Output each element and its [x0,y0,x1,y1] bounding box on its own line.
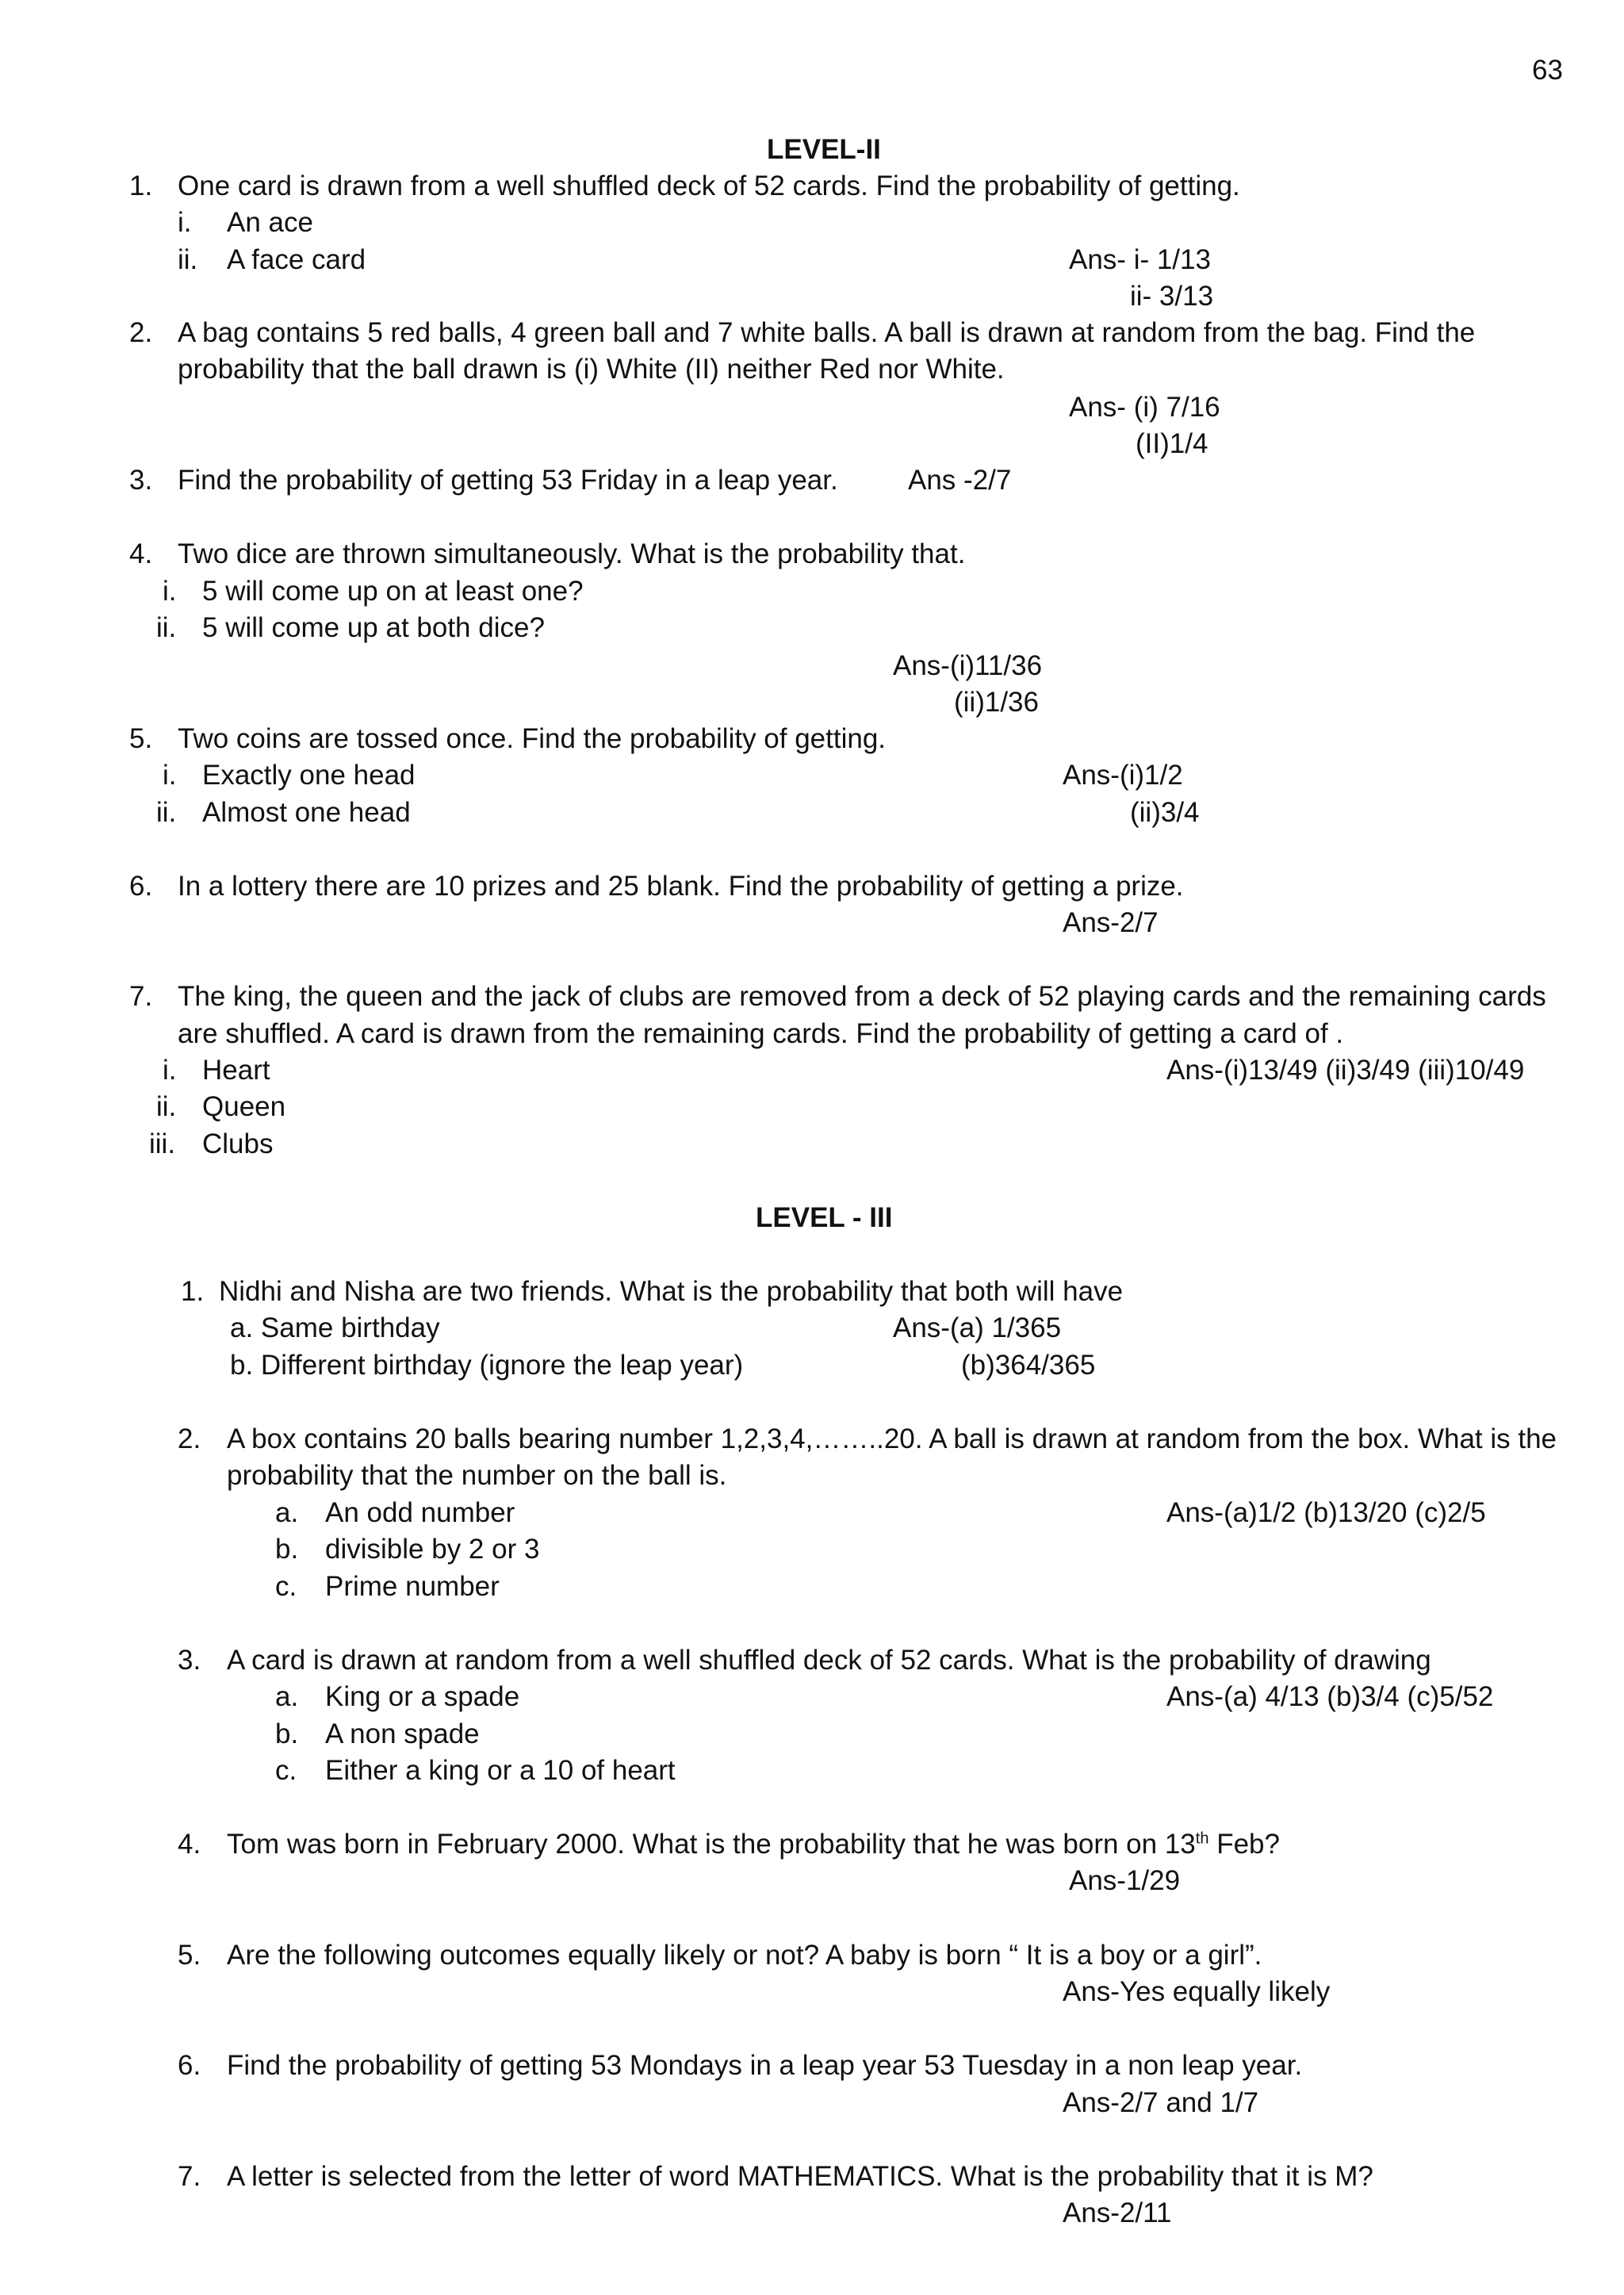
q1-number: 1. [129,170,153,201]
q5-answer-2: (ii)3/4 [1130,797,1200,828]
l3-q4-text [227,1826,1280,1863]
l3-q6-text: Find the probability of getting 53 Mondays in a leap year 53 Tuesday in a non leap year. [227,2050,1303,2081]
l3-q7-answer: Ans-2/11 [1063,2197,1172,2228]
q3-text: Find the probability of getting 53 Friday in a leap year. [178,465,838,496]
q7-option-i: Heart [202,1055,270,1086]
l3-q1-option-a: a. Same birthday [230,1312,440,1343]
q6-answer: Ans-2/7 [1063,907,1159,938]
l3-q4-answer: Ans-1/29 [1069,1865,1181,1896]
l3-q6-number: 6. [178,2050,201,2081]
l3-q4-superscript: th [1195,1829,1209,1848]
q7-option-iii-marker: iii. [149,1128,176,1159]
l3-q2-option-c: Prime number [325,1571,500,1602]
q5-text: Two coins are tossed once. Find the probability of getting. [178,723,887,754]
q3-answer: Ans -2/7 [908,465,1012,496]
q5-option-ii-marker: ii. [156,797,177,828]
q1-option-ii: A face card [227,244,366,275]
l3-q1-answer-b: (b)364/365 [961,1350,1096,1381]
l3-q7-text: A letter is selected from the letter of word MATHEMATICS. What is the probability that it is M? [227,2161,1373,2192]
l3-q3-text: A card is drawn at random from a well shuffled deck of 52 cards. What is the probability of drawing [227,1645,1431,1676]
l3-q3-option-a-marker: a. [275,1681,299,1712]
q5-option-i-marker: i. [163,760,177,791]
q1-answer-1: Ans- i- 1/13 [1069,244,1211,275]
l3-q3-option-c-marker: c. [275,1755,297,1786]
level-2-heading: LEVEL-II [767,134,881,165]
l3-q3-option-b: A non spade [325,1718,480,1749]
q5-answer-1: Ans-(i)1/2 [1063,760,1183,791]
q5-number: 5. [129,723,153,754]
page-number: 63 [1532,55,1563,86]
l3-q3-answer: Ans-(a) 4/13 (b)3/4 (c)5/52 [1166,1681,1494,1712]
q4-number: 4. [129,538,153,569]
l3-q1-answer-a: Ans-(a) 1/365 [893,1312,1062,1343]
q2-number: 2. [129,317,153,348]
l3-q4-text-end: Feb? [1208,1829,1280,1860]
q3-number: 3. [129,465,153,496]
q7-option-ii: Queen [202,1091,286,1122]
q4-answer-2: (ii)1/36 [954,687,1039,718]
l3-q5-number: 5. [178,1940,201,1971]
l3-q2-option-b: divisible by 2 or 3 [325,1534,540,1565]
l3-q4-number: 4. [178,1829,201,1860]
q5-option-i: Exactly one head [202,760,416,791]
l3-q2-option-b-marker: b. [275,1534,299,1565]
q2-answer-1: Ans- (i) 7/16 [1069,392,1220,423]
l3-q2-answer: Ans-(a)1/2 (b)13/20 (c)2/5 [1166,1497,1486,1528]
q2-answer-2: (II)1/4 [1136,428,1208,459]
level-3-heading: LEVEL - III [756,1202,893,1233]
l3-q2-number: 2. [178,1423,201,1454]
q7-option-iii: Clubs [202,1128,274,1159]
l3-q2-option-c-marker: c. [275,1571,297,1602]
l3-q4-text-main: Tom was born in February 2000. What is the probability that he was born on 13 [227,1829,1196,1860]
q7-text-line1: The king, the queen and the jack of clubs are removed from a deck of 52 playing cards and the remaining cards [178,981,1546,1012]
q4-option-ii: 5 will come up at both dice? [202,612,545,643]
q4-answer-1: Ans-(i)11/36 [893,650,1043,681]
q7-answer: Ans-(i)13/49 (ii)3/49 (iii)10/49 [1166,1055,1525,1086]
l3-q1-number: 1. [181,1276,205,1307]
q6-number: 6. [129,871,153,902]
q4-option-ii-marker: ii. [156,612,177,643]
q1-option-i: An ace [227,207,313,238]
l3-q3-number: 3. [178,1645,201,1676]
l3-q1-option-b: b. Different birthday (ignore the leap year) [230,1350,744,1381]
q5-option-ii: Almost one head [202,797,411,828]
l3-q3-option-b-marker: b. [275,1718,299,1749]
q7-option-i-marker: i. [163,1055,177,1086]
q2-text-line1: A bag contains 5 red balls, 4 green ball and 7 white balls. A ball is drawn at random from the bag. Find the [178,317,1476,348]
l3-q3-option-a: King or a spade [325,1681,520,1712]
q7-number: 7. [129,981,153,1012]
q1-option-ii-marker: ii. [178,244,198,275]
l3-q2-text-line1: A box contains 20 balls bearing number 1,2,3,4,……..20. A ball is drawn at random from the box. What is the [227,1423,1557,1454]
q1-answer-2: ii- 3/13 [1130,281,1214,312]
q1-text: One card is drawn from a well shuffled deck of 52 cards. Find the probability of getting. [178,170,1240,201]
l3-q2-option-a: An odd number [325,1497,515,1528]
q2-text-line2: probability that the ball drawn is (i) White (II) neither Red nor White. [178,354,1005,385]
l3-q5-text: Are the following outcomes equally likely or not? A baby is born “ It is a boy or a girl”. [227,1940,1262,1971]
l3-q1-text: Nidhi and Nisha are two friends. What is the probability that both will have [219,1276,1124,1307]
q4-option-i-marker: i. [163,576,177,607]
l3-q3-option-c: Either a king or a 10 of heart [325,1755,676,1786]
l3-q2-text-line2: probability that the number on the ball is. [227,1460,727,1491]
l3-q2-option-a-marker: a. [275,1497,299,1528]
q7-option-ii-marker: ii. [156,1091,177,1122]
q6-text: In a lottery there are 10 prizes and 25 blank. Find the probability of getting a prize. [178,871,1184,902]
q7-text-line2: are shuffled. A card is drawn from the remaining cards. Find the probability of getting a card of . [178,1018,1344,1049]
q4-text: Two dice are thrown simultaneously. What is the probability that. [178,538,966,569]
l3-q6-answer: Ans-2/7 and 1/7 [1063,2087,1259,2118]
l3-q5-answer: Ans-Yes equally likely [1063,1976,1331,2007]
l3-q7-number: 7. [178,2161,201,2192]
q4-option-i: 5 will come up on at least one? [202,576,584,607]
q1-option-i-marker: i. [178,207,192,238]
